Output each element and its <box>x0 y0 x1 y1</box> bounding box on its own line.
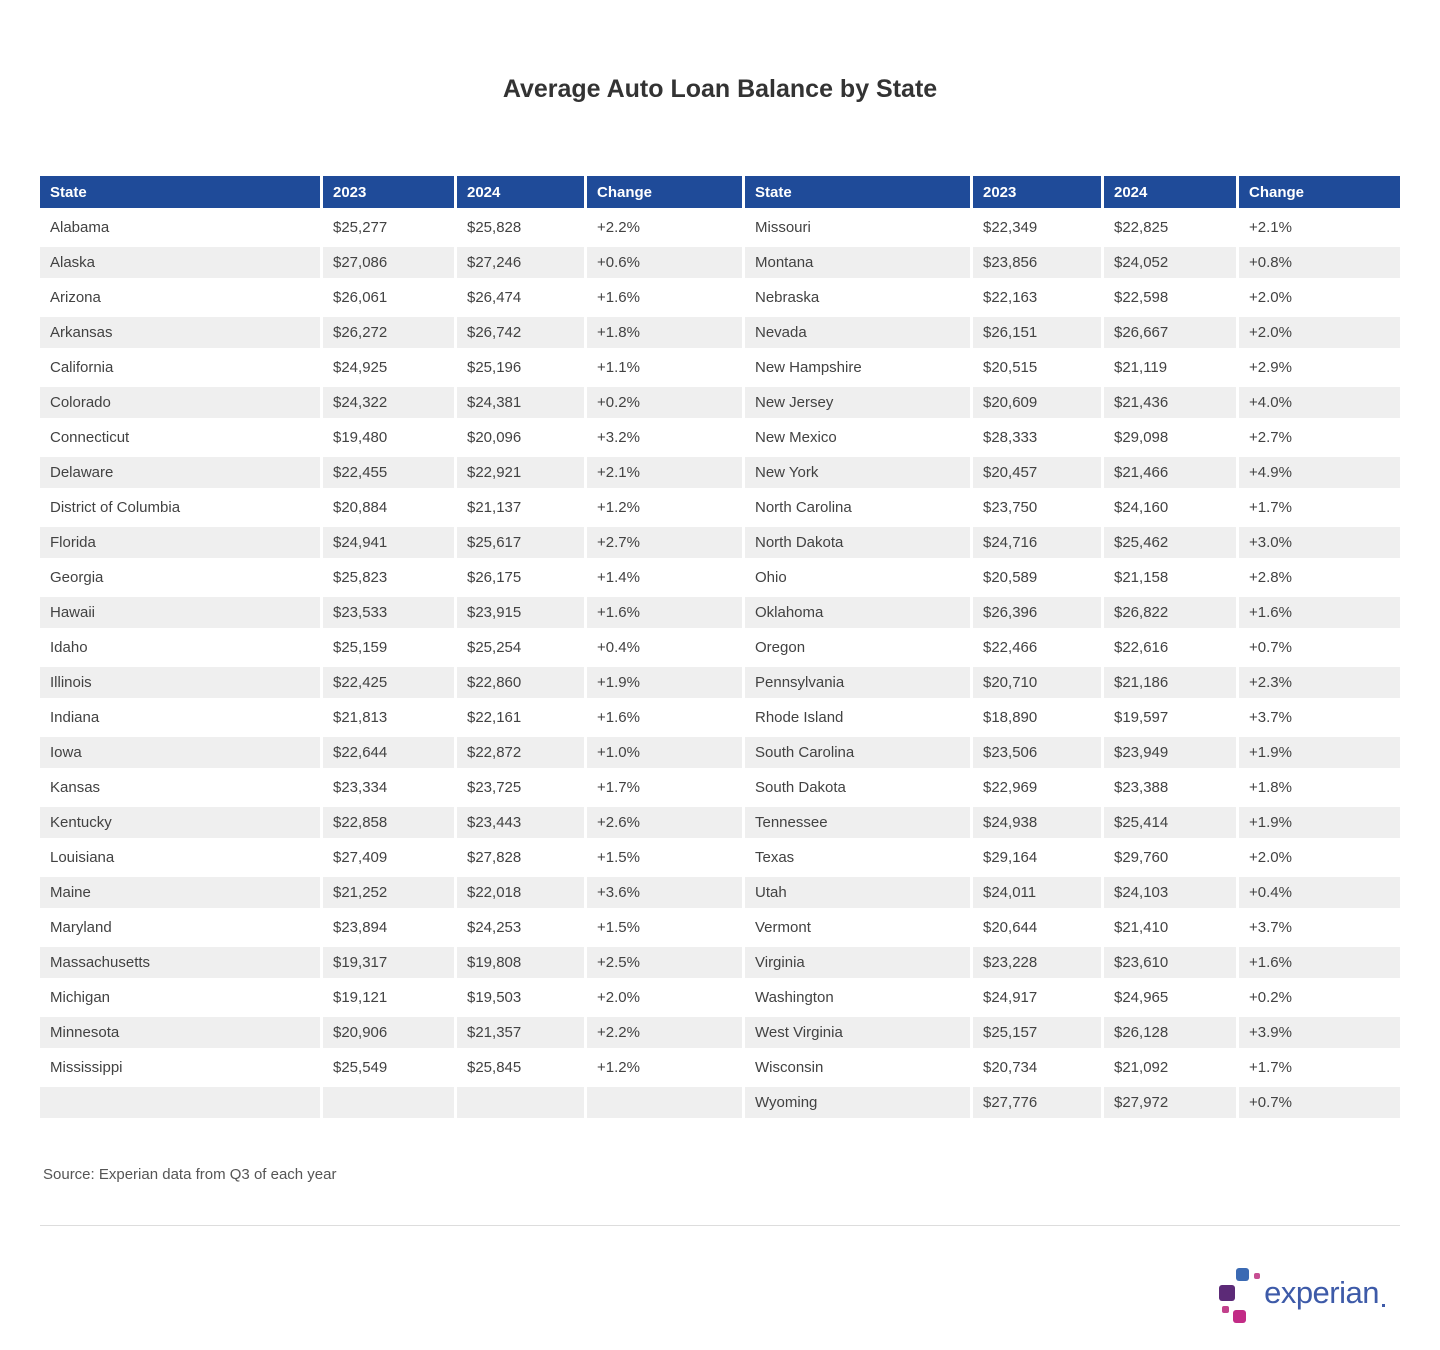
table-cell: $22,425 <box>323 667 454 698</box>
table-cell: +3.7% <box>1239 702 1400 733</box>
table-cell: Connecticut <box>40 422 320 453</box>
table-cell: Delaware <box>40 457 320 488</box>
table-cell: $25,414 <box>1104 807 1236 838</box>
table-cell: +2.0% <box>587 982 742 1013</box>
table-cell: $24,716 <box>973 527 1101 558</box>
table-cell: Alabama <box>40 212 320 243</box>
table-cell: $23,228 <box>973 947 1101 978</box>
table-cell: +1.1% <box>587 352 742 383</box>
table-cell: +1.0% <box>587 737 742 768</box>
table-cell: $21,092 <box>1104 1052 1236 1083</box>
table-cell: Vermont <box>745 912 970 943</box>
table-cell: +1.6% <box>1239 947 1400 978</box>
table-cell: $24,253 <box>457 912 584 943</box>
table-cell: +2.1% <box>1239 212 1400 243</box>
table-cell: +1.9% <box>587 667 742 698</box>
table-cell: New Jersey <box>745 387 970 418</box>
table-cell: Colorado <box>40 387 320 418</box>
table-cell: South Carolina <box>745 737 970 768</box>
table-cell: +4.9% <box>1239 457 1400 488</box>
table-cell: +1.6% <box>587 597 742 628</box>
table-cell <box>40 1087 320 1118</box>
table-cell: $20,609 <box>973 387 1101 418</box>
table-cell: Michigan <box>40 982 320 1013</box>
column-header: State <box>745 176 970 208</box>
table-cell: $20,515 <box>973 352 1101 383</box>
table-cell: $26,474 <box>457 282 584 313</box>
table-cell: Rhode Island <box>745 702 970 733</box>
table-cell: $22,858 <box>323 807 454 838</box>
table-cell: $19,503 <box>457 982 584 1013</box>
table-cell: $24,965 <box>1104 982 1236 1013</box>
table-cell: Louisiana <box>40 842 320 873</box>
table-cell: California <box>40 352 320 383</box>
table-cell: $19,597 <box>1104 702 1236 733</box>
table-cell: $20,906 <box>323 1017 454 1048</box>
table-cell: $27,776 <box>973 1087 1101 1118</box>
table-cell: $22,860 <box>457 667 584 698</box>
table-cell: North Carolina <box>745 492 970 523</box>
table-cell: +1.4% <box>587 562 742 593</box>
table-cell: New Mexico <box>745 422 970 453</box>
page-title: Average Auto Loan Balance by State <box>502 75 938 103</box>
trademark-dot-icon <box>1382 1304 1385 1307</box>
table-cell: +0.2% <box>1239 982 1400 1013</box>
table-cell: +1.7% <box>1239 492 1400 523</box>
table-cell: +3.9% <box>1239 1017 1400 1048</box>
table-cell: $25,845 <box>457 1052 584 1083</box>
table-cell: $25,617 <box>457 527 584 558</box>
table-cell: $24,925 <box>323 352 454 383</box>
table-cell: $25,157 <box>973 1017 1101 1048</box>
table-cell: $22,644 <box>323 737 454 768</box>
experian-logo <box>1216 1262 1385 1324</box>
table-cell: +2.7% <box>1239 422 1400 453</box>
logo-purple-square-icon <box>1219 1285 1235 1301</box>
table-cell: $25,549 <box>323 1052 454 1083</box>
table-cell: Kentucky <box>40 807 320 838</box>
table-cell: $24,917 <box>973 982 1101 1013</box>
table-cell: Iowa <box>40 737 320 768</box>
table-cell: +1.7% <box>587 772 742 803</box>
table-cell: Illinois <box>40 667 320 698</box>
table-cell: +2.5% <box>587 947 742 978</box>
table-cell: Pennsylvania <box>745 667 970 698</box>
table-cell: +2.8% <box>1239 562 1400 593</box>
table-cell: $21,813 <box>323 702 454 733</box>
table-cell: Maine <box>40 877 320 908</box>
table-cell: +0.8% <box>1239 247 1400 278</box>
table-cell: $19,808 <box>457 947 584 978</box>
table-cell: $22,825 <box>1104 212 1236 243</box>
table-cell: Wyoming <box>745 1087 970 1118</box>
table-cell: Nevada <box>745 317 970 348</box>
table-cell: Missouri <box>745 212 970 243</box>
table-cell: $21,436 <box>1104 387 1236 418</box>
table-cell: $29,164 <box>973 842 1101 873</box>
table-cell: $27,828 <box>457 842 584 873</box>
table-cell: $27,409 <box>323 842 454 873</box>
table-cell: +0.6% <box>587 247 742 278</box>
table-cell: Minnesota <box>40 1017 320 1048</box>
table-cell: +0.7% <box>1239 632 1400 663</box>
source-note: Source: Experian data from Q3 of each year <box>43 1166 337 1183</box>
table-cell: $24,011 <box>973 877 1101 908</box>
table-cell: +2.0% <box>1239 282 1400 313</box>
logo-magenta-square-icon <box>1233 1310 1246 1323</box>
table-cell: Massachusetts <box>40 947 320 978</box>
table-cell: +2.9% <box>1239 352 1400 383</box>
table-cell: Georgia <box>40 562 320 593</box>
table-cell: $23,506 <box>973 737 1101 768</box>
table-cell: $23,856 <box>973 247 1101 278</box>
table-cell: $22,018 <box>457 877 584 908</box>
table-cell: $26,151 <box>973 317 1101 348</box>
table-cell: +0.7% <box>1239 1087 1400 1118</box>
table-cell: $27,972 <box>1104 1087 1236 1118</box>
table-cell: +2.6% <box>587 807 742 838</box>
table-cell: Alaska <box>40 247 320 278</box>
table-cell: Nebraska <box>745 282 970 313</box>
table-cell: $24,938 <box>973 807 1101 838</box>
table-cell: $29,760 <box>1104 842 1236 873</box>
table-cell: $28,333 <box>973 422 1101 453</box>
table-cell: Virginia <box>745 947 970 978</box>
table-cell: +1.6% <box>1239 597 1400 628</box>
table-cell: $21,357 <box>457 1017 584 1048</box>
table-cell: +3.6% <box>587 877 742 908</box>
table-cell: Oklahoma <box>745 597 970 628</box>
table-cell: +2.2% <box>587 212 742 243</box>
table-cell: Utah <box>745 877 970 908</box>
table-cell: $23,334 <box>323 772 454 803</box>
table-cell: $25,254 <box>457 632 584 663</box>
table-cell: $23,388 <box>1104 772 1236 803</box>
table-cell: +1.9% <box>1239 737 1400 768</box>
table-cell: $23,915 <box>457 597 584 628</box>
table-cell: $21,137 <box>457 492 584 523</box>
table-cell: $23,949 <box>1104 737 1236 768</box>
table-cell: +2.0% <box>1239 842 1400 873</box>
table-cell: $23,443 <box>457 807 584 838</box>
table-cell: Tennessee <box>745 807 970 838</box>
table-cell: $24,322 <box>323 387 454 418</box>
table-cell: $20,589 <box>973 562 1101 593</box>
table-cell <box>457 1087 584 1118</box>
table-cell: $18,890 <box>973 702 1101 733</box>
table-cell: $22,163 <box>973 282 1101 313</box>
table-cell: +0.2% <box>587 387 742 418</box>
table-cell: +0.4% <box>1239 877 1400 908</box>
table-cell: $24,103 <box>1104 877 1236 908</box>
table-cell: Mississippi <box>40 1052 320 1083</box>
table-cell: $19,317 <box>323 947 454 978</box>
table-cell: Montana <box>745 247 970 278</box>
table-cell: $22,455 <box>323 457 454 488</box>
table-cell: $22,161 <box>457 702 584 733</box>
table-cell: $22,349 <box>973 212 1101 243</box>
table-cell: +4.0% <box>1239 387 1400 418</box>
table-cell: $25,823 <box>323 562 454 593</box>
table-cell: $25,828 <box>457 212 584 243</box>
table-cell: $26,061 <box>323 282 454 313</box>
table-cell: +2.0% <box>1239 317 1400 348</box>
table-cell: Wisconsin <box>745 1052 970 1083</box>
table-cell <box>587 1087 742 1118</box>
table-cell: +1.2% <box>587 1052 742 1083</box>
table-cell: $24,052 <box>1104 247 1236 278</box>
table-cell: Texas <box>745 842 970 873</box>
experian-wordmark: experian <box>1264 1275 1379 1310</box>
table-cell: $20,710 <box>973 667 1101 698</box>
table-cell: +3.2% <box>587 422 742 453</box>
table-cell: $21,466 <box>1104 457 1236 488</box>
table-cell: $22,969 <box>973 772 1101 803</box>
table-cell: +1.6% <box>587 282 742 313</box>
table-cell: $26,175 <box>457 562 584 593</box>
table-cell: $27,086 <box>323 247 454 278</box>
table-cell: Indiana <box>40 702 320 733</box>
logo-pink-dot-icon <box>1254 1273 1260 1279</box>
table-cell <box>323 1087 454 1118</box>
table-cell: $25,462 <box>1104 527 1236 558</box>
column-header: 2024 <box>457 176 584 208</box>
table-cell: Arizona <box>40 282 320 313</box>
logo-pink-dot-icon <box>1222 1306 1229 1313</box>
table-cell: Oregon <box>745 632 970 663</box>
table-cell: $20,884 <box>323 492 454 523</box>
table-cell: Idaho <box>40 632 320 663</box>
table-cell: Kansas <box>40 772 320 803</box>
table-cell: $26,396 <box>973 597 1101 628</box>
table-cell: New Hampshire <box>745 352 970 383</box>
column-header: 2023 <box>323 176 454 208</box>
column-header: Change <box>1239 176 1400 208</box>
table-cell: $19,121 <box>323 982 454 1013</box>
table-cell: $24,381 <box>457 387 584 418</box>
table-cell: $22,616 <box>1104 632 1236 663</box>
table-cell: Maryland <box>40 912 320 943</box>
table-cell: +1.5% <box>587 842 742 873</box>
table-cell: $20,644 <box>973 912 1101 943</box>
table-cell: +0.4% <box>587 632 742 663</box>
table-cell: +1.9% <box>1239 807 1400 838</box>
table-cell: $23,750 <box>973 492 1101 523</box>
table-cell: $21,252 <box>323 877 454 908</box>
table-cell: $25,277 <box>323 212 454 243</box>
table-cell: +2.2% <box>587 1017 742 1048</box>
table-cell: $22,466 <box>973 632 1101 663</box>
table-cell: $29,098 <box>1104 422 1236 453</box>
table-cell: $26,822 <box>1104 597 1236 628</box>
table-cell: $20,096 <box>457 422 584 453</box>
table-cell: $21,158 <box>1104 562 1236 593</box>
table-cell: West Virginia <box>745 1017 970 1048</box>
table-cell: $26,742 <box>457 317 584 348</box>
table-cell: $23,894 <box>323 912 454 943</box>
table-cell: $23,725 <box>457 772 584 803</box>
experian-logo-icon <box>1216 1262 1262 1324</box>
table-cell: $22,872 <box>457 737 584 768</box>
table-cell: North Dakota <box>745 527 970 558</box>
table-cell: District of Columbia <box>40 492 320 523</box>
table-cell: $25,159 <box>323 632 454 663</box>
table-cell: Hawaii <box>40 597 320 628</box>
table-cell: +1.5% <box>587 912 742 943</box>
table-cell: +3.7% <box>1239 912 1400 943</box>
table-cell: $19,480 <box>323 422 454 453</box>
table-cell: New York <box>745 457 970 488</box>
table-cell: +1.6% <box>587 702 742 733</box>
table-cell: $26,128 <box>1104 1017 1236 1048</box>
table-cell: $22,921 <box>457 457 584 488</box>
column-header: State <box>40 176 320 208</box>
table-cell: $21,119 <box>1104 352 1236 383</box>
table-cell: +1.8% <box>1239 772 1400 803</box>
table-cell: $26,667 <box>1104 317 1236 348</box>
table-cell: +1.8% <box>587 317 742 348</box>
column-header: 2023 <box>973 176 1101 208</box>
auto-loan-balance-table <box>40 176 1400 1118</box>
column-header: 2024 <box>1104 176 1236 208</box>
table-cell: $23,610 <box>1104 947 1236 978</box>
table-cell: $23,533 <box>323 597 454 628</box>
table-cell: $20,457 <box>973 457 1101 488</box>
column-header: Change <box>587 176 742 208</box>
table-cell: +1.2% <box>587 492 742 523</box>
table-cell: $21,186 <box>1104 667 1236 698</box>
table-cell: South Dakota <box>745 772 970 803</box>
table-cell: +2.1% <box>587 457 742 488</box>
logo-blue-square-icon <box>1236 1268 1249 1281</box>
table-cell: $21,410 <box>1104 912 1236 943</box>
table-cell: $25,196 <box>457 352 584 383</box>
table-cell: $22,598 <box>1104 282 1236 313</box>
table-cell: $24,160 <box>1104 492 1236 523</box>
table-cell: +2.3% <box>1239 667 1400 698</box>
table-cell: $27,246 <box>457 247 584 278</box>
table-cell: $24,941 <box>323 527 454 558</box>
table-cell: Washington <box>745 982 970 1013</box>
table-cell: +1.7% <box>1239 1052 1400 1083</box>
footer-divider <box>40 1225 1400 1226</box>
table-cell: Ohio <box>745 562 970 593</box>
table-cell: $26,272 <box>323 317 454 348</box>
table-cell: +3.0% <box>1239 527 1400 558</box>
table-cell: $20,734 <box>973 1052 1101 1083</box>
table-cell: Florida <box>40 527 320 558</box>
table-cell: +2.7% <box>587 527 742 558</box>
table-cell: Arkansas <box>40 317 320 348</box>
